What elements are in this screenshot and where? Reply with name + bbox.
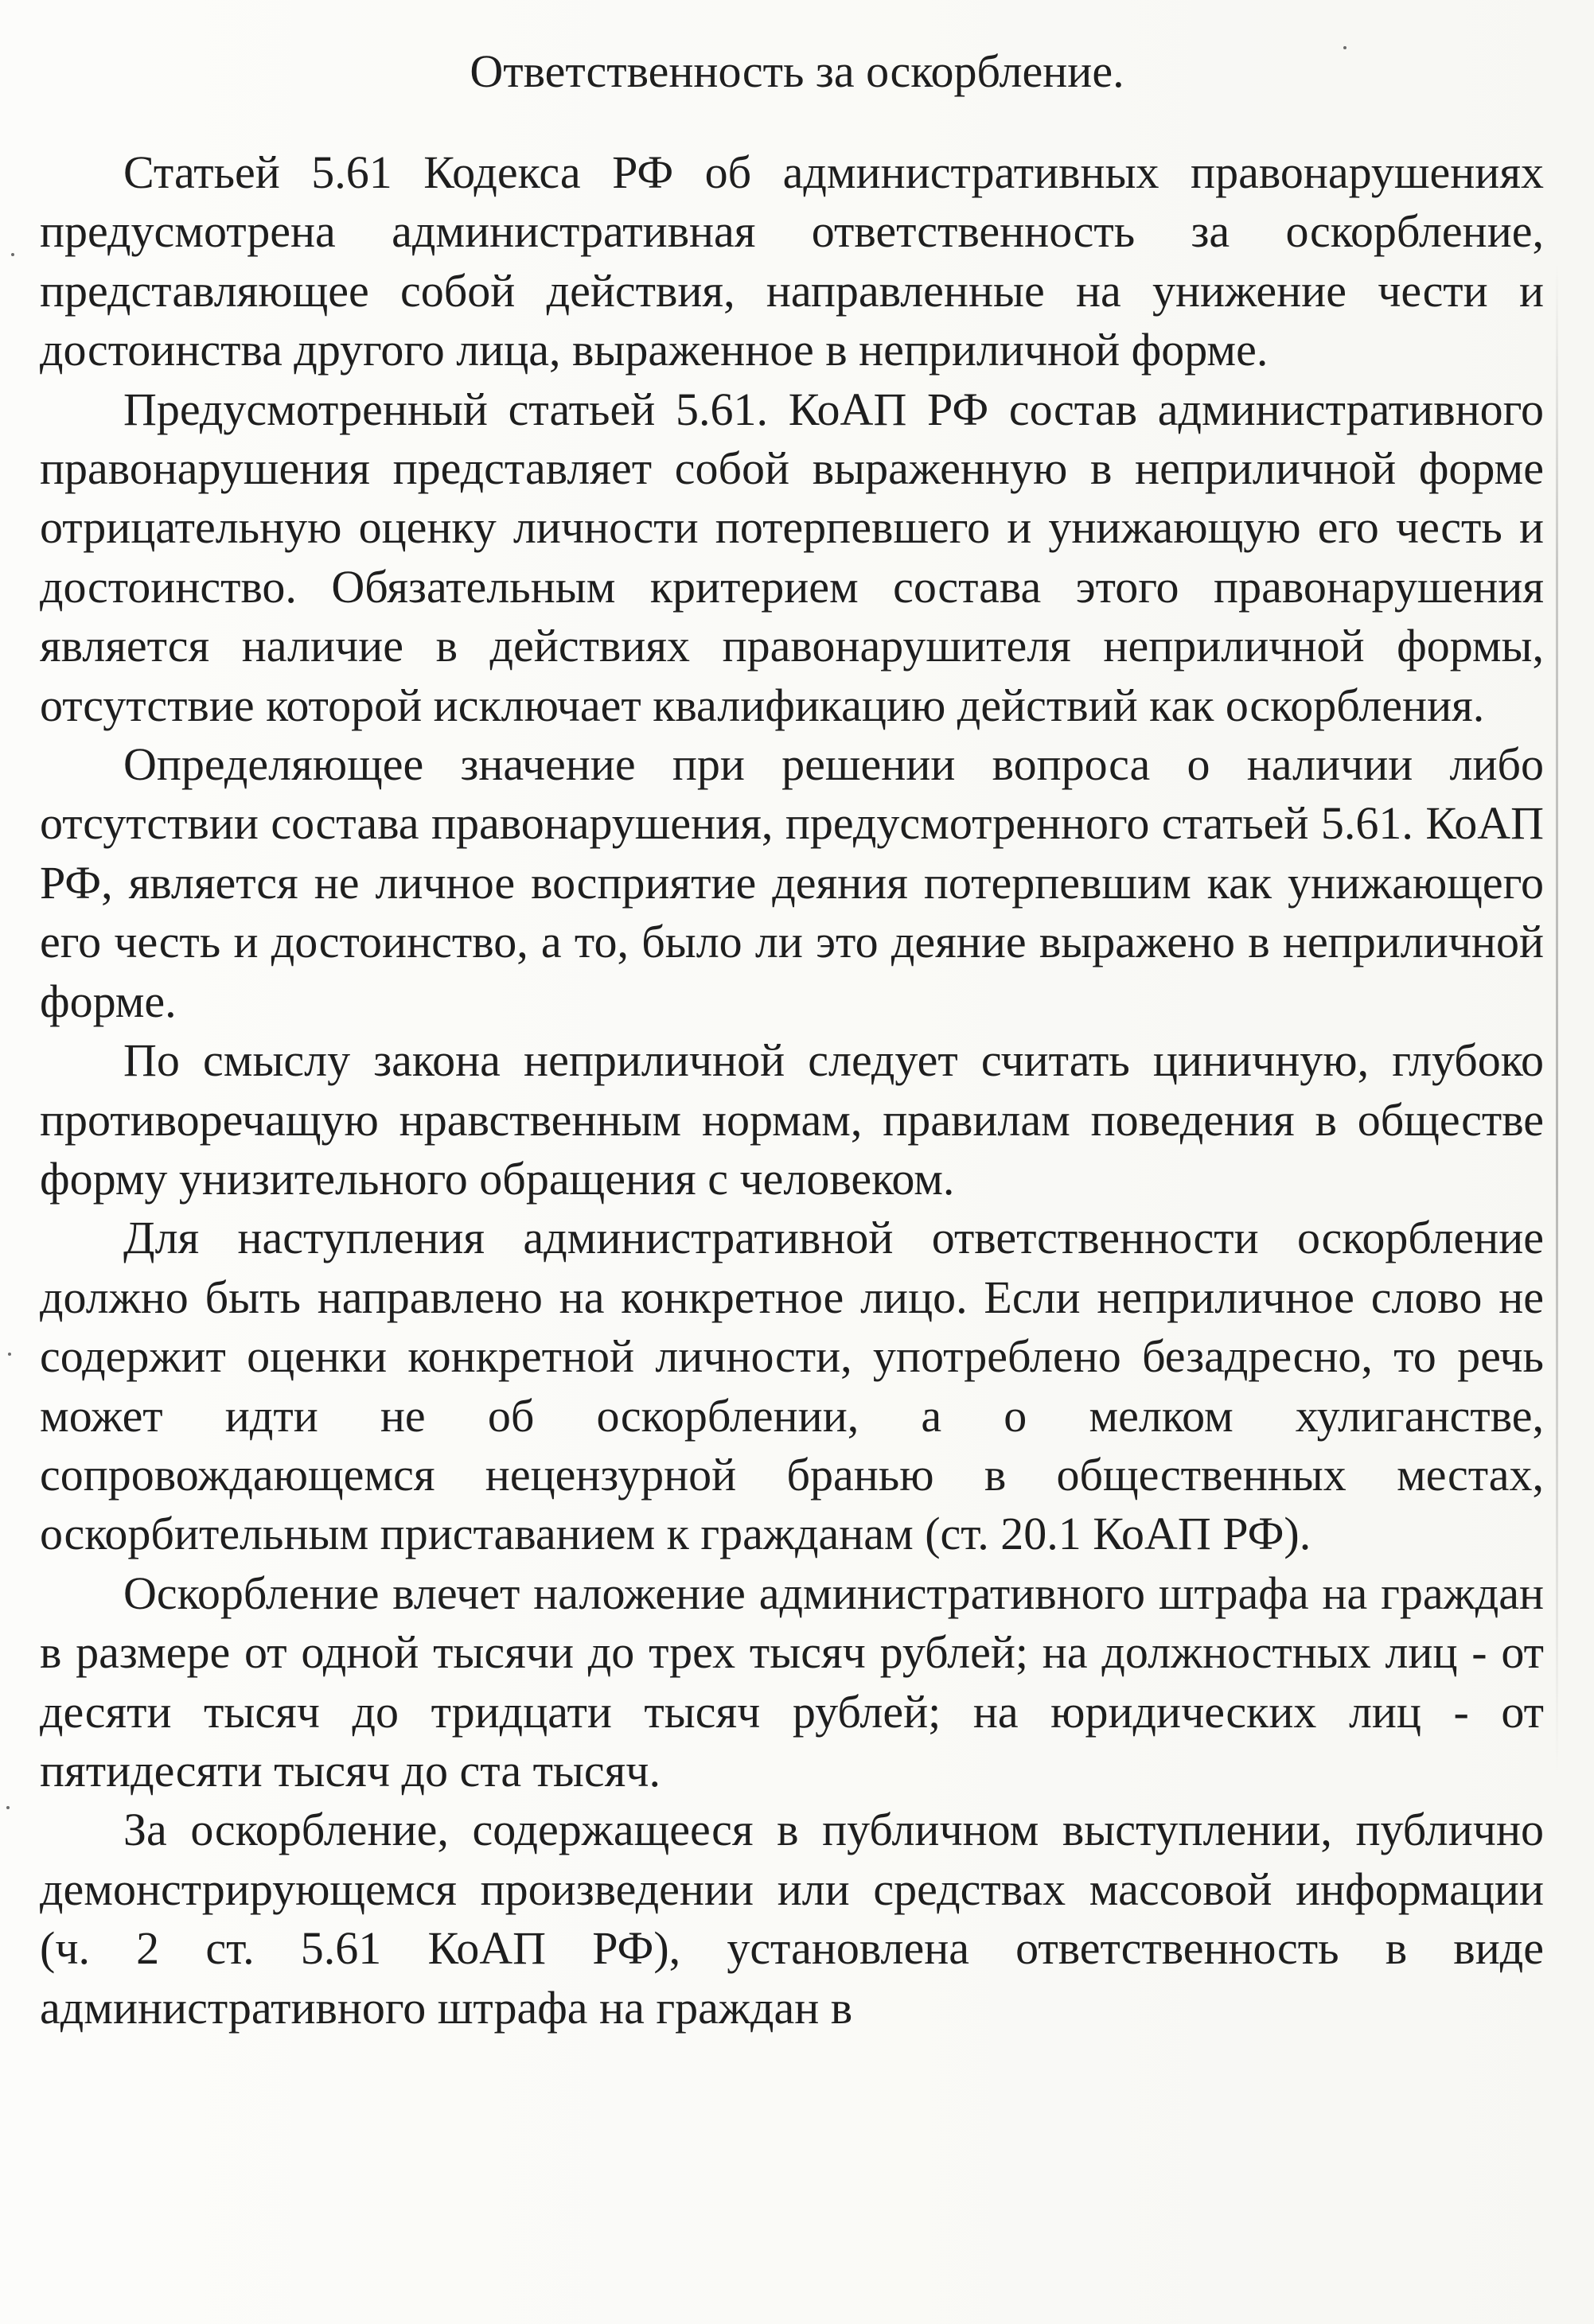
- scan-speck: [1343, 46, 1347, 49]
- scan-edge-shadow: [1556, 263, 1558, 1774]
- scan-speck: [6, 1806, 10, 1809]
- paragraph-fines: Оскорбление влечет наложение административного штрафа на граждан в размере от одной тысячи до трех тысяч рублей; на должностных лиц - от десяти тысяч до тридцати тысяч рублей; на юридических лиц - от пятидесяти тысяч до ста тысяч.: [40, 1567, 1544, 1797]
- document-title: Ответственность за оскорбление.: [470, 45, 1124, 97]
- document-body: [40, 143, 1544, 2038]
- scan-speck: [11, 253, 14, 256]
- paragraph-indecent-form-definition: По смыслу закона неприличной следует считать циничную, глубоко противоречащую нравственным нормам, правилам поведения в обществе форму унизительного обращения с человеком.: [40, 1034, 1544, 1205]
- paragraph-article-5-61: Статьей 5.61 Кодекса РФ об административных правонарушениях предусмотрена административная ответственность за оскорбление, представляющее собой действия, направленные на унижение чести и достоинства другого лица, выраженное в неприличной форме.: [40, 146, 1544, 376]
- paragraph-specific-person: Для наступления административной ответственности оскорбление должно быть направлено на конкретное лицо. Если неприличное слово не содержит оценки конкретной личности, употреблено безадресно, то речь может идти не об оскорблении, а о мелком хулиганстве, сопровождающемся нецензурной бранью в общественных местах, оскорбительным приставанием к гражданам (ст. 20.1 КоАП РФ).: [40, 1212, 1544, 1560]
- paragraph-determining-factor: Определяющее значение при решении вопроса о наличии либо отсутствии состава правонарушения, предусмотренного статьей 5.61. КоАП РФ, является не личное восприятие деяния потерпевшим как унижающего его честь и достоинство, а то, было ли это деяние выражено в неприличной форме.: [40, 738, 1544, 1027]
- scan-speck: [8, 1353, 11, 1356]
- paragraph-offense-composition: Предусмотренный статьей 5.61. КоАП РФ состав административного правонарушения представляет собой выраженную в неприличной форме отрицательную оценку личности потерпевшего и унижающую его честь и достоинство. Обязательным критерием состава этого правонарушения является наличие в действиях правонарушителя неприличной формы, отсутствие которой исключает квалификацию действий как оскорбления.: [40, 383, 1544, 731]
- paragraph-public-insult: За оскорбление, содержащееся в публичном выступлении, публично демонстрирующемся произведении или средствах массовой информации (ч. 2 ст. 5.61 КоАП РФ), установлена ответственность в виде административного штрафа на граждан в: [40, 1804, 1544, 2034]
